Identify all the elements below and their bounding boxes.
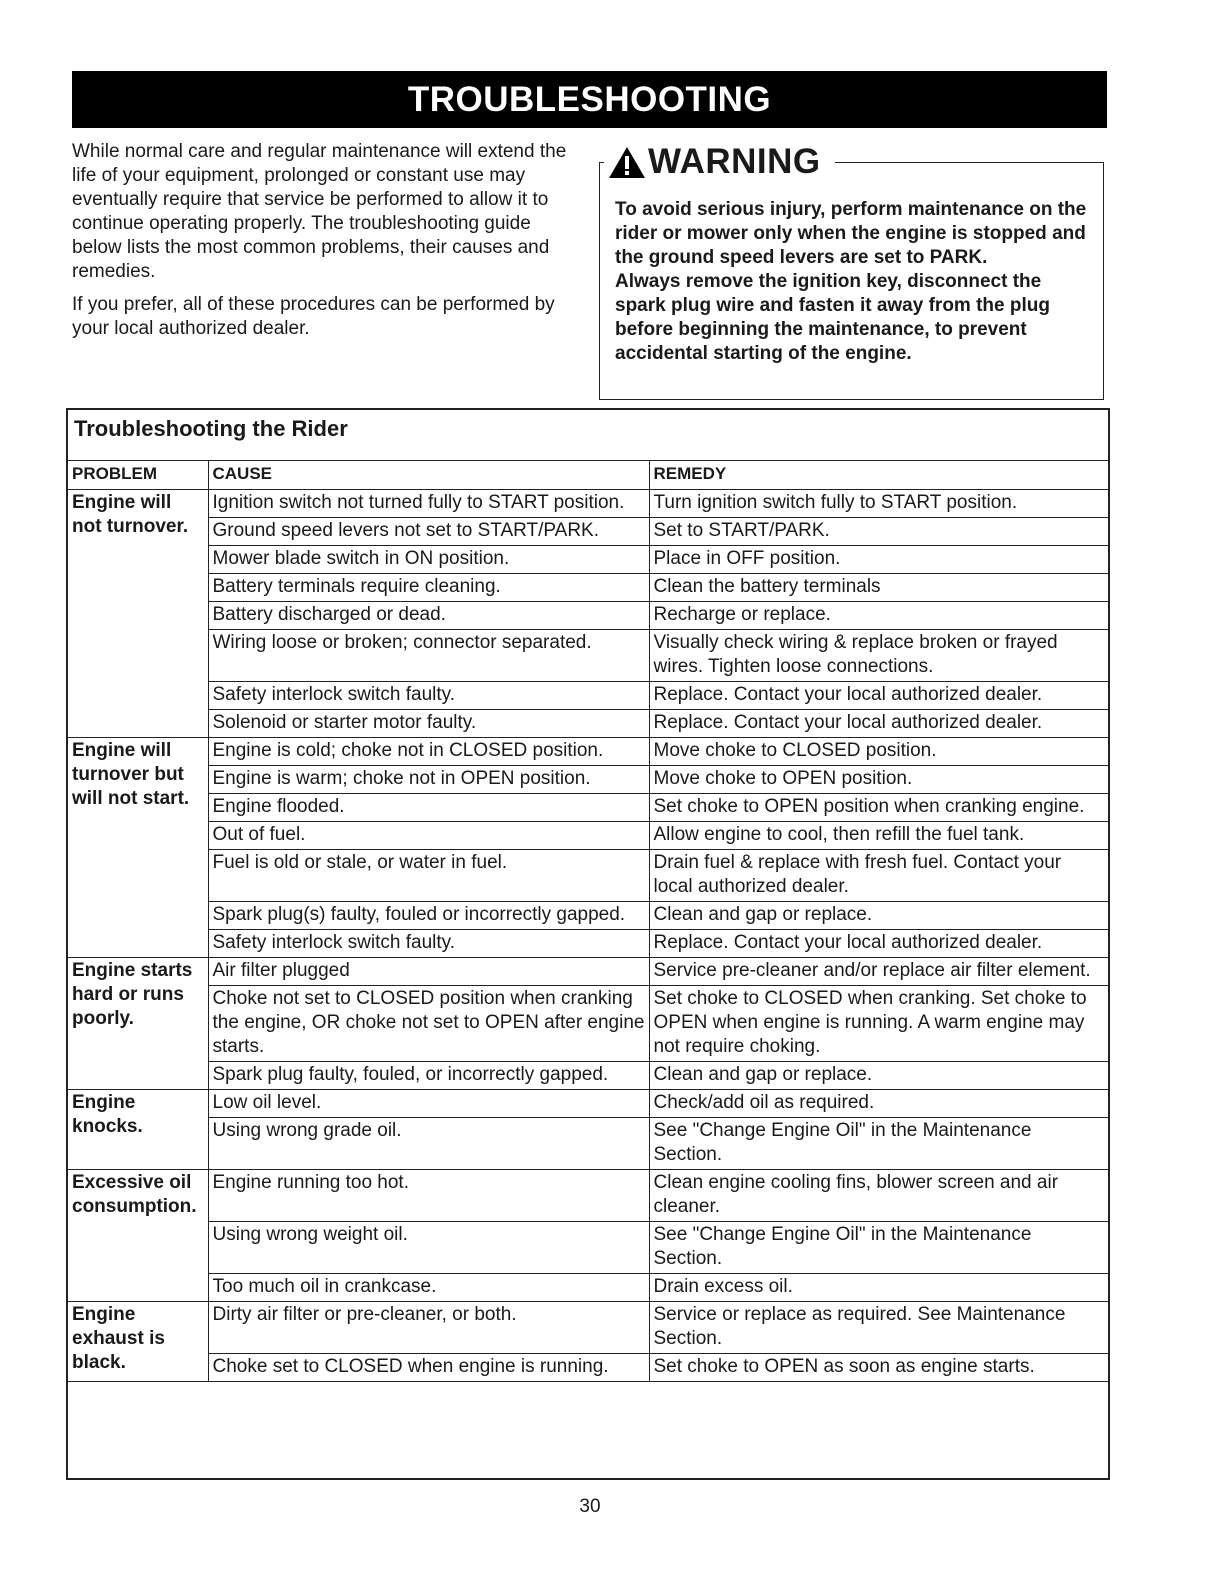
remedy-cell: Move choke to CLOSED position. — [649, 738, 1108, 766]
remedy-cell: Clean and gap or replace. — [649, 902, 1108, 930]
table-row — [68, 930, 1108, 958]
remedy-cell: Visually check wiring & replace broken or frayed wires. Tighten loose connections. — [649, 630, 1108, 682]
remedy-cell: Set choke to OPEN as soon as engine starts. — [649, 1354, 1108, 1382]
remedy-cell: Check/add oil as required. — [649, 1090, 1108, 1118]
problem-cell: Engine starts hard or runs poorly. — [68, 958, 208, 1090]
remedy-cell: Turn ignition switch fully to START position. — [649, 490, 1108, 518]
table-row — [68, 1118, 1108, 1170]
cause-cell: Too much oil in crankcase. — [208, 1274, 649, 1302]
table-row — [68, 1274, 1108, 1302]
table-row — [68, 822, 1108, 850]
table-row — [68, 518, 1108, 546]
remedy-cell: Clean the battery terminals — [649, 574, 1108, 602]
warning-paragraph-1: To avoid serious injury, perform maintenance on the rider or mower only when the engine is stopped and the ground speed levers are set to PARK. — [615, 199, 1087, 268]
remedy-cell: Service pre-cleaner and/or replace air filter element. — [649, 958, 1108, 986]
table-title: Troubleshooting the Rider — [74, 416, 348, 441]
cause-cell: Choke set to CLOSED when engine is running. — [208, 1354, 649, 1382]
table-row — [68, 766, 1108, 794]
table-row — [68, 546, 1108, 574]
intro-text — [72, 140, 582, 350]
cause-cell: Spark plug(s) faulty, fouled or incorrectly gapped. — [208, 902, 649, 930]
remedy-cell: Service or replace as required. See Maintenance Section. — [649, 1302, 1108, 1354]
table-row — [68, 738, 1108, 766]
cause-cell: Mower blade switch in ON position. — [208, 546, 649, 574]
remedy-cell: See "Change Engine Oil" in the Maintenance Section. — [649, 1118, 1108, 1170]
cause-cell: Using wrong weight oil. — [208, 1222, 649, 1274]
problem-cell: Engine will turnover but will not start. — [68, 738, 208, 958]
table-row — [68, 682, 1108, 710]
warning-header — [604, 142, 835, 182]
cause-cell: Dirty air filter or pre-cleaner, or both. — [208, 1302, 649, 1354]
cause-cell: Using wrong grade oil. — [208, 1118, 649, 1170]
intro-paragraph-2: If you prefer, all of these procedures can be performed by your local authorized dealer. — [72, 294, 555, 339]
page-number: 30 — [579, 1496, 601, 1517]
cause-cell: Battery terminals require cleaning. — [208, 574, 649, 602]
table-row — [68, 1302, 1108, 1354]
header-remedy: REMEDY — [649, 461, 1108, 490]
table-row — [68, 1170, 1108, 1222]
remedy-cell: Replace. Contact your local authorized dealer. — [649, 710, 1108, 738]
warning-body — [615, 198, 1095, 366]
cause-cell: Low oil level. — [208, 1090, 649, 1118]
table-row — [68, 1062, 1108, 1090]
table-row — [68, 958, 1108, 986]
header-cause: CAUSE — [208, 461, 649, 490]
remedy-cell: See "Change Engine Oil" in the Maintenance Section. — [649, 1222, 1108, 1274]
remedy-cell: Allow engine to cool, then refill the fuel tank. — [649, 822, 1108, 850]
remedy-cell: Drain excess oil. — [649, 1274, 1108, 1302]
troubleshooting-table-section — [66, 408, 1110, 1480]
table-row — [68, 986, 1108, 1062]
remedy-cell: Drain fuel & replace with fresh fuel. Contact your local authorized dealer. — [649, 850, 1108, 902]
table-row — [68, 490, 1108, 518]
cause-cell: Fuel is old or stale, or water in fuel. — [208, 850, 649, 902]
cause-cell: Engine flooded. — [208, 794, 649, 822]
cause-cell: Engine is cold; choke not in CLOSED position. — [208, 738, 649, 766]
table-row — [68, 850, 1108, 902]
table-row — [68, 602, 1108, 630]
table-row — [68, 574, 1108, 602]
remedy-cell: Set to START/PARK. — [649, 518, 1108, 546]
problem-cell: Engine exhaust is black. — [68, 1302, 208, 1382]
cause-cell: Safety interlock switch faulty. — [208, 682, 649, 710]
cause-cell: Ignition switch not turned fully to START position. — [208, 490, 649, 518]
remedy-cell: Move choke to OPEN position. — [649, 766, 1108, 794]
problem-cell: Engine will not turnover. — [68, 490, 208, 738]
cause-cell: Air filter plugged — [208, 958, 649, 986]
warning-triangle-icon — [608, 146, 646, 179]
cause-cell: Spark plug faulty, fouled, or incorrectly gapped. — [208, 1062, 649, 1090]
table-row — [68, 1354, 1108, 1382]
cause-cell: Choke not set to CLOSED position when cranking the engine, OR choke not set to OPEN after engine starts. — [208, 986, 649, 1062]
remedy-cell: Replace. Contact your local authorized dealer. — [649, 930, 1108, 958]
warning-label: WARNING — [648, 142, 821, 181]
cause-cell: Out of fuel. — [208, 822, 649, 850]
cause-cell: Solenoid or starter motor faulty. — [208, 710, 649, 738]
remedy-cell: Clean and gap or replace. — [649, 1062, 1108, 1090]
table-header-row — [68, 461, 1108, 490]
problem-cell: Engine knocks. — [68, 1090, 208, 1170]
table-row — [68, 630, 1108, 682]
problem-cell: Excessive oil consumption. — [68, 1170, 208, 1302]
cause-cell: Engine running too hot. — [208, 1170, 649, 1222]
header-problem: PROBLEM — [68, 461, 208, 490]
cause-cell: Engine is warm; choke not in OPEN position. — [208, 766, 649, 794]
troubleshooting-table — [68, 460, 1108, 1382]
page-title: TROUBLESHOOTING — [72, 71, 1107, 128]
remedy-cell: Set choke to OPEN position when cranking engine. — [649, 794, 1108, 822]
table-row — [68, 902, 1108, 930]
remedy-cell: Place in OFF position. — [649, 546, 1108, 574]
table-row — [68, 710, 1108, 738]
cause-cell: Ground speed levers not set to START/PARK. — [208, 518, 649, 546]
remedy-cell: Set choke to CLOSED when cranking. Set choke to OPEN when engine is running. A warm engine may not require choking. — [649, 986, 1108, 1062]
cause-cell: Wiring loose or broken; connector separated. — [208, 630, 649, 682]
remedy-cell: Recharge or replace. — [649, 602, 1108, 630]
remedy-cell: Replace. Contact your local authorized dealer. — [649, 682, 1108, 710]
warning-paragraph-2: Always remove the ignition key, disconnect the spark plug wire and fasten it away from the plug before beginning the maintenance, to prevent accidental starting of the engine. — [615, 271, 1050, 364]
cause-cell: Safety interlock switch faulty. — [208, 930, 649, 958]
cause-cell: Battery discharged or dead. — [208, 602, 649, 630]
table-body — [68, 490, 1108, 1382]
intro-paragraph-1: While normal care and regular maintenance will extend the life of your equipment, prolonged or constant use may eventually require that service be performed to allow it to continue operating properly. The troubleshooting guide below lists the most common problems, their causes and remedies. — [72, 141, 567, 282]
remedy-cell: Clean engine cooling fins, blower screen and air cleaner. — [649, 1170, 1108, 1222]
table-row — [68, 1222, 1108, 1274]
table-row — [68, 1090, 1108, 1118]
table-row — [68, 794, 1108, 822]
